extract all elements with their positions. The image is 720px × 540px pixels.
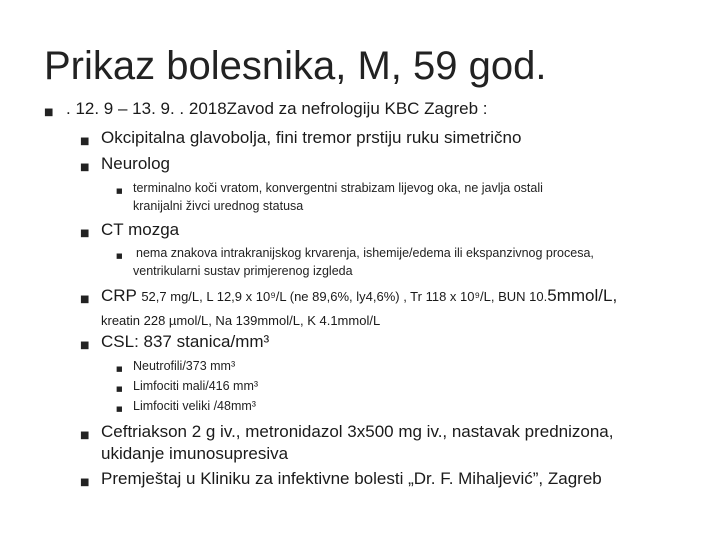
- square-bullet-icon: ■: [80, 136, 90, 147]
- csl-text: CSL: 837 stanica/mm³: [101, 332, 270, 351]
- square-bullet-icon: ■: [116, 252, 123, 260]
- therapy-line-1: Ceftriakson 2 g iv., metronidazol 3x500 mg iv., nastavak prednizona,: [101, 422, 614, 441]
- headache-text: Okcipitalna glavobolja, fini tremor prstiju ruku simetrično: [101, 128, 522, 147]
- crp-line-1: [101, 285, 617, 307]
- csl-limfo-veliki-text: Limfociti veliki /48mm³: [133, 399, 256, 413]
- square-bullet-icon: ■: [116, 385, 123, 393]
- neuro-detail-line-1: terminalno koči vratom, konvergentni strabizam lijevog oka, ne javlja ostali: [133, 181, 543, 195]
- crp-label: CRP: [101, 286, 137, 305]
- square-bullet-icon: ■: [80, 162, 90, 173]
- square-bullet-icon: ■: [80, 294, 90, 305]
- square-bullet-icon: ■: [44, 107, 54, 118]
- ct-detail-line-2: ventrikularni sustav primjerenog izgleda: [133, 264, 353, 278]
- square-bullet-icon: ■: [80, 477, 90, 488]
- crp-unit: 5mmol/L,: [547, 286, 618, 305]
- square-bullet-icon: ■: [80, 430, 90, 441]
- crp-values: 52,7 mg/L, L 12,9 x 10⁹/L (ne 89,6%, ly4,6%) , Tr 118 x 10⁹/L, BUN 10.: [141, 289, 548, 304]
- neuro-detail-line-2: kranijalni živci urednog statusa: [133, 199, 304, 213]
- csl-limfo-mali-text: Limfociti mali/416 mm³: [133, 379, 259, 393]
- square-bullet-icon: ■: [80, 228, 90, 239]
- therapy-line-2: ukidanje imunosupresiva: [101, 444, 289, 463]
- ct-detail-line-1: nema znakova intrakranijskog krvarenja, ishemije/edema ili ekspanzivnog procesa,: [136, 246, 594, 260]
- crp-line-2: kreatin 228 µmol/L, Na 139mmol/L, K 4.1mmol/L: [101, 313, 381, 328]
- neurolog-text: Neurolog: [101, 154, 170, 173]
- csl-neutro-text: Neutrofili/373 mm³: [133, 359, 236, 373]
- square-bullet-icon: ■: [80, 340, 90, 351]
- square-bullet-icon: ■: [116, 187, 123, 195]
- transfer-text: Premještaj u Kliniku za infektivne bolesti „Dr. F. Mihaljević”, Zagreb: [101, 469, 602, 488]
- ct-text: CT mozga: [101, 220, 180, 239]
- square-bullet-icon: ■: [116, 365, 123, 373]
- square-bullet-icon: ■: [116, 405, 123, 413]
- slide-title: Prikaz bolesnika, M, 59 god.: [44, 44, 547, 88]
- date-line-text: . 12. 9 – 13. 9. . 2018Zavod za nefrologiju KBC Zagreb :: [66, 99, 488, 118]
